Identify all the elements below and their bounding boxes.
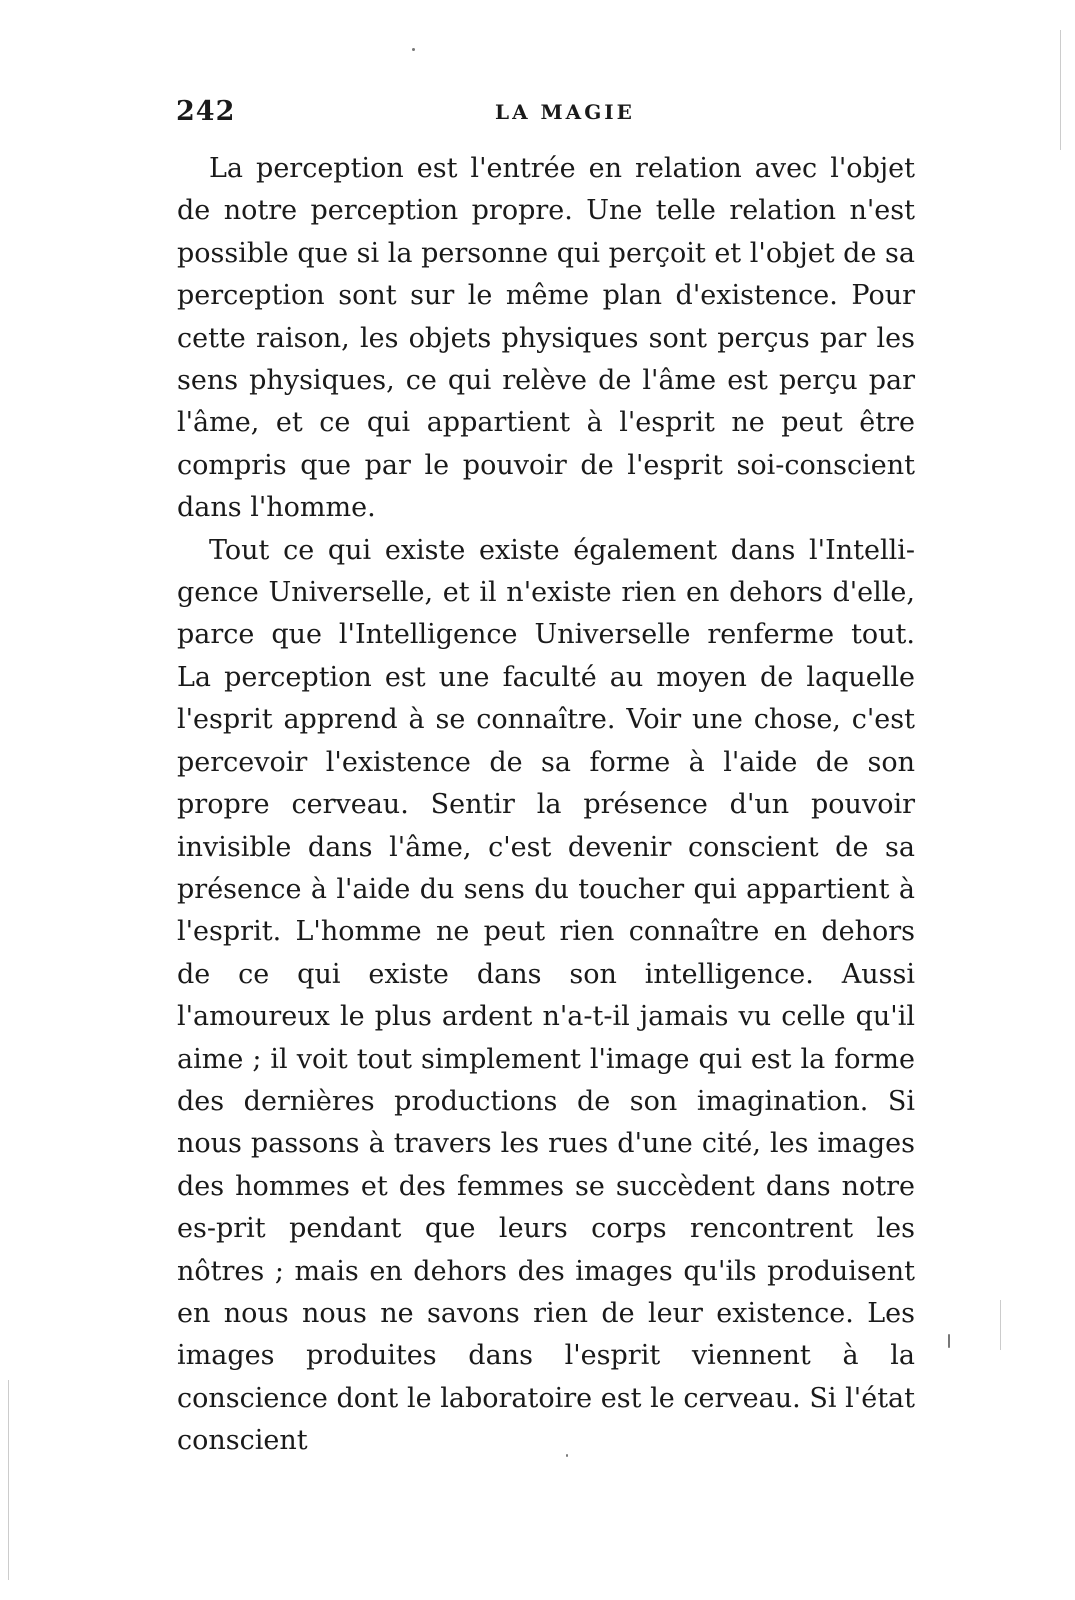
scan-edge-line: [8, 1380, 9, 1580]
paragraph-2: Tout ce qui existe existe également dans l'Intelli-gence Universelle, et il n'existe rien en dehors d'elle, parce que l'Intelligence Universelle renferme tout. La perception est une faculté au moyen de laquelle l'esprit apprend à se connaître. Voir une chose, c'est percevoir l'existence de sa forme à l'aide de son propre cerveau. Sentir la présence d'un pouvoir invisible dans l'âme, c'est devenir conscient de sa présence à l'aide du sens du toucher qui appartient à l'esprit. L'homme ne peut rien connaître en dehors de ce qui existe dans son intelligence. Aussi l'amoureux le plus ardent n'a-t-il jamais vu celle qu'il aime ; il voit tout simplement l'image qui est la forme des dernières productions de son imagination. Si nous passons à travers les rues d'une cité, les images des hommes et des femmes se succèdent dans notre es-prit pendant que leurs corps rencontrent les nôtres ; mais en dehors des images qu'ils produisent en nous nous ne savons rien de leur existence. Les images produites dans l'esprit viennent à la conscience dont le laboratoire est le cerveau. Si l'état conscient: [177, 534, 915, 1457]
scan-speck: [948, 1334, 950, 1348]
body-text: [177, 148, 915, 1463]
scan-edge-line: [1000, 1300, 1001, 1350]
scan-speck: [566, 1454, 568, 1457]
scan-edge-line: [1060, 30, 1061, 150]
running-title: LA MAGIE: [495, 100, 635, 124]
scan-speck: [412, 48, 415, 51]
paragraph-1: La perception est l'entrée en relation avec l'objet de notre perception propre. Une telle relation n'est possible que si la personne qui perçoit et l'objet de sa perception sont sur le même plan d'existence. Pour cette raison, les objets physiques sont perçus par les sens physiques, ce qui relève de l'âme est perçu par l'âme, et ce qui appartient à l'esprit ne peut être compris que par le pouvoir de l'esprit soi-conscient dans l'homme.: [177, 153, 915, 524]
page-number: 242: [176, 96, 236, 127]
